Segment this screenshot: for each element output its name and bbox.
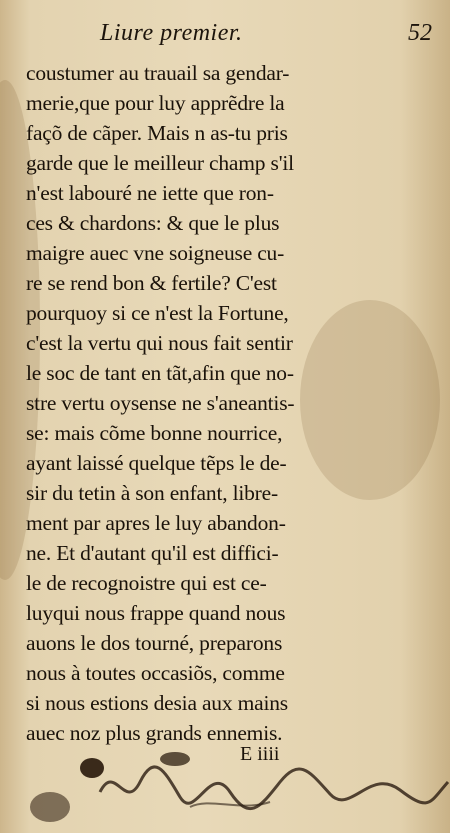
page-number: 52 (408, 20, 432, 46)
text-line: luyqui nous frappe quand nous (26, 601, 286, 625)
text-line: ne. Et d'autant qu'il est diffici- (26, 541, 279, 565)
text-line: ayant laissé quelque tẽps le de- (26, 451, 287, 475)
text-line: façõ de cãper. Mais n as-tu pris (26, 121, 288, 145)
running-head: Liure premier. (100, 20, 243, 46)
text-line: merie,que pour luy apprẽdre la (26, 91, 285, 115)
page-header (100, 20, 432, 52)
text-line: re se rend bon & fertile? C'est (26, 271, 277, 295)
body-text (26, 58, 378, 748)
text-line: ces & chardons: & que le plus (26, 211, 280, 235)
text-line: n'est labouré ne iette que ron- (26, 181, 274, 205)
text-line: coustumer au trauail sa gendar- (26, 61, 290, 85)
handwritten-annotation (70, 752, 450, 833)
handwriting-scrawl (70, 752, 450, 833)
text-line: auons le dos tourné, preparons (26, 631, 283, 655)
text-line: nous à toutes occasiõs, comme (26, 661, 285, 685)
text-line: pourquoy si ce n'est la Fortune, (26, 301, 289, 325)
text-line: le de recognoistre qui est ce- (26, 571, 267, 595)
ink-blot (30, 792, 70, 822)
text-line: c'est la vertu qui nous fait sentir (26, 331, 293, 355)
text-line: se: mais cõme bonne nourrice, (26, 421, 283, 445)
text-line: stre vertu oysense ne s'aneantis- (26, 391, 295, 415)
text-line: sir du tetin à son enfant, libre- (26, 481, 278, 505)
text-line: garde que le meilleur champ s'il (26, 151, 294, 175)
text-line: ment par apres le luy abandon- (26, 511, 286, 535)
text-line: le soc de tant en tãt,afin que no- (26, 361, 294, 385)
signature-mark: E iiii (240, 743, 280, 765)
text-line: auec noz plus grands ennemis. (26, 721, 283, 745)
text-line: si nous estions desia aux mains (26, 691, 288, 715)
text-line: maigre auec vne soigneuse cu- (26, 241, 285, 265)
